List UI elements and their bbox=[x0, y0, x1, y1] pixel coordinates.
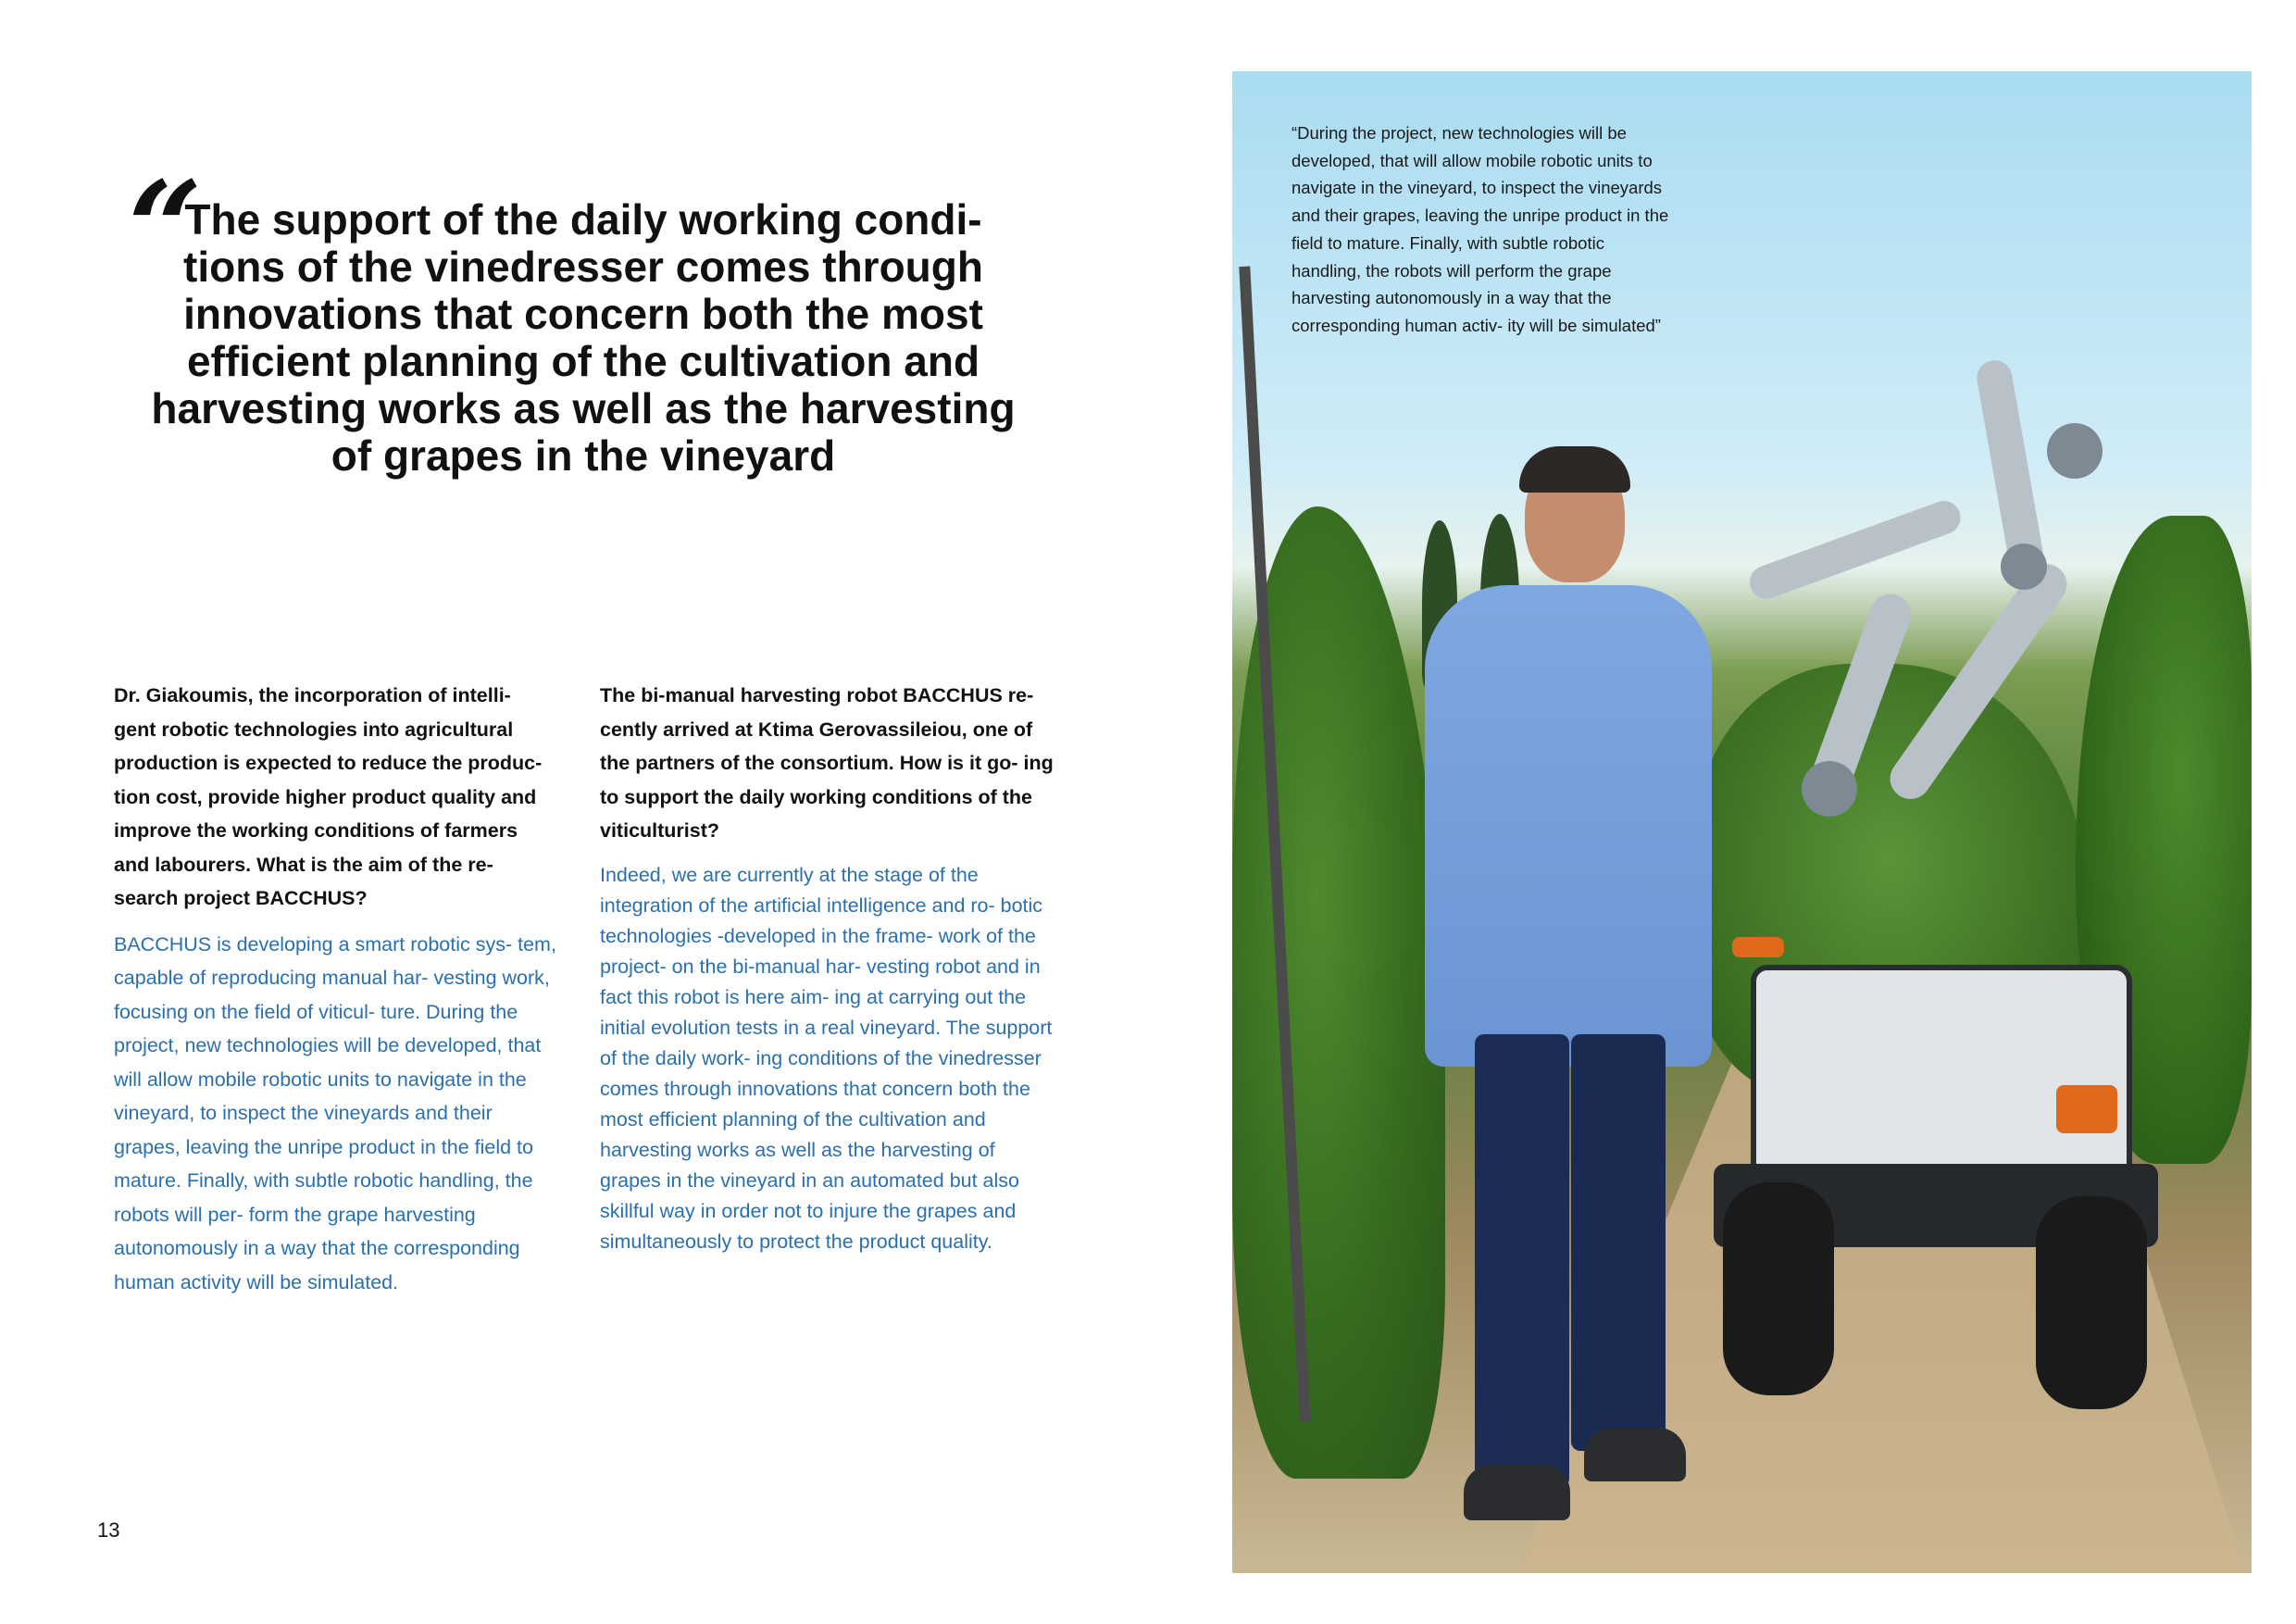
person-jeans bbox=[1475, 1034, 1569, 1488]
interview-answer: Indeed, we are currently at the stage of the integration of the artificial intelligence and ro- botic technologies -developed in the frame- work of the project- on the bi-manual har- vesting robot and in fact this robot is here aim- ing at carrying out the initial evolution tests in a real vineyard. The support of the daily work- ing conditions of the vinedresser comes through innovations that concern both the most efficient planning of the cultivation and harvesting works as well as the harvesting of grapes in the vineyard in an automated but also skillful way in order not to injure the grapes and simultaneously to protect the product quality. bbox=[600, 863, 1053, 1253]
person-shoe bbox=[1464, 1465, 1570, 1520]
robot-control-panel bbox=[1751, 965, 2132, 1189]
status-light bbox=[1732, 937, 1784, 957]
interview-column-right bbox=[600, 679, 1054, 1257]
robot-wheel bbox=[1723, 1182, 1834, 1395]
person-jeans bbox=[1571, 1034, 1666, 1451]
robot-arm bbox=[1974, 357, 2045, 573]
interview-answer: BACCHUS is developing a smart robotic sys- tem, capable of reproducing manual har- vesting work, focusing on the field of viticul- ture. During the project, new technologies will be developed, that will allow mobile robotic units to navigate in the vineyard, to inspect the vineyards and their grapes, leaving the unripe product in the field to mature. Finally, with subtle robotic handling, the robots will per- form the grape harvesting autonomously in a way that the corresponding human activity will be simulated. bbox=[114, 932, 556, 1293]
person-shirt bbox=[1425, 585, 1712, 1067]
page-number: 13 bbox=[97, 1518, 120, 1542]
interview-question: Dr. Giakoumis, the incorporation of intelli- gent robotic technologies into agricultural production is expected to reduce the produc- tion cost, provide higher product quality and improve the working conditions of farmers and labourers. What is the aim of the re- search project BACCHUS? bbox=[114, 684, 543, 909]
lidar-sensor bbox=[2056, 1085, 2117, 1133]
robot-joint bbox=[2001, 543, 2047, 590]
vineyard-robot-photo bbox=[1232, 71, 2252, 1573]
robot-joint bbox=[1802, 761, 1857, 817]
pull-quote: The support of the daily working condi- tions of the vinedresser comes through innovations that concern both the most efficient planning of the cultivation and harvesting works as well as the harvesting of grapes in the vineyard bbox=[151, 195, 1016, 480]
photo-caption-quote: “During the project, new technologies will be developed, that will allow mobile robotic units to navigate in the vineyard, to inspect the vineyards and their grapes, leaving the unripe product in the field to mature. Finally, with subtle robotic handling, the robots will perform the grape harvesting autonomously in a way that the corresponding human activ- ity will be simulated” bbox=[1292, 123, 1669, 335]
interview-question: The bi-manual harvesting robot BACCHUS re- cently arrived at Ktima Gerovassileiou, one of the partners of the consortium. How is it go- ing to support the daily working conditions of the viticulturist? bbox=[600, 684, 1054, 842]
robot-arm bbox=[1745, 496, 1965, 604]
person-shoe bbox=[1584, 1428, 1686, 1481]
quote-mark-icon: “ bbox=[128, 154, 203, 306]
person-hair bbox=[1519, 446, 1630, 493]
robot-wheel bbox=[2036, 1196, 2147, 1409]
robot-joint bbox=[2047, 423, 2103, 479]
interview-column-left bbox=[114, 679, 558, 1299]
